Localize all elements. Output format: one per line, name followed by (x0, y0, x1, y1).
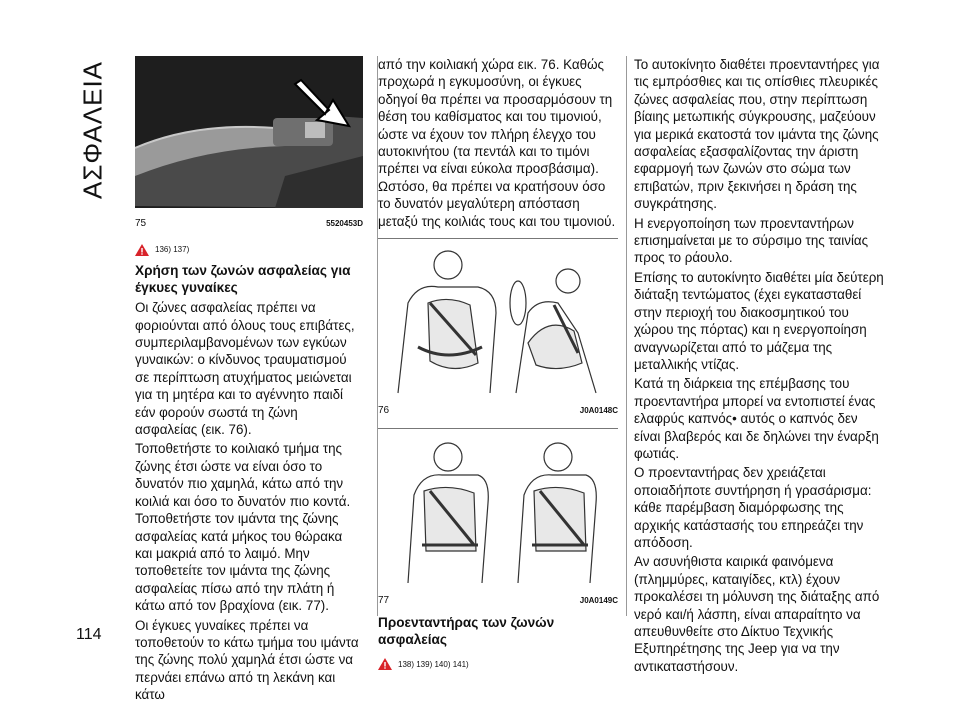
paragraph: Ο προενταντήρας δεν χρειάζεται οποιαδήποτε συντήρηση ή γρασάρισμα: κάθε παρέμβαση διαμόρφωσης της αρχικής κατάστασής του επηρεάζει την απόδοση. (634, 465, 872, 550)
seated-passengers-drawing (378, 433, 618, 585)
paragraph: Τοποθετήστε το κοιλιακό τμήμα της ζώνης έτσι ώστε να είναι όσο το δυνατόν πιο χαμηλά, κάτω από την κοιλιά και όσο το δυνατόν πιο κοντά. Τοποθετήστε τον ιμάντα της ζώνης ασφαλείας κατά μήκος του θώρακα και μακριά από το λαιμό. Μην τοποθετείτε τον ιμάντα της ζώνης ασφαλείας πίσω από την πλάτη ή κάτω από τον βραχίονα (εικ. 77). (135, 441, 351, 614)
section-title: ΑΣΦΑΛΕΙΑ (77, 60, 108, 200)
divider (378, 238, 618, 239)
warning-ref-text: 138) 139) 140) 141) (398, 659, 469, 669)
paragraph: Κατά τη διάρκεια της επέμβασης του προενταντήρα μπορεί να εντοπιστεί ένας ελαφρύς καπνός• αυτός ο καπνός δεν είναι βλαβερός και δε δηλώνει την έναρξη φωτιάς. (634, 376, 879, 461)
figure-76 (378, 243, 618, 420)
paragraph: Επίσης το αυτοκίνητο διαθέτει μία δεύτερη διάταξη τεντώματος (έχει εγκατασταθεί στην περιοχή του διακοσμητικού του χώρου της πόρτας) και η ενεργοποίηση αναγνωρίζεται από το μάζεμα της μεταλλικής ντίζας. (634, 269, 884, 372)
divider (378, 428, 618, 429)
warning-refs (378, 656, 618, 673)
paragraph: Οι έγκυες γυναίκες πρέπει να τοποθετούν το κάτω τμήμα του ιμάντα της ζώνης πολύ χαμηλά έτσι ώστε να περνάει επάνω από τη λεκάνη και κάτω (135, 617, 359, 703)
figure-code: J0A0148C (579, 406, 618, 416)
pregnant-woman-belt-drawing (378, 243, 618, 395)
seatbelt-buckle-photo (135, 56, 363, 208)
figure-number: 76 (378, 405, 390, 417)
figure-code: J0A0149C (579, 596, 618, 606)
paragraph: Το αυτοκίνητο διαθέτει προενταντήρες για τις εμπρόσθιες και τις οπίσθιες πλευρικές ζώνες ασφαλείας που, στην περίπτωση βίαιης μετωπικής σύγκρουσης, μαζεύουν για μερικά εκατοστά τον ιμάντα της ζώνης ασφαλείας εξασφαλίζοντας την άριστη εφαρμογή των ζωνών στο σώμα των επιβατών, πριν ξεκινήσει η δράση της συγκράτησης. (634, 57, 880, 212)
warning-refs (135, 241, 363, 258)
warning-triangle-icon (135, 244, 149, 256)
page-number: 114 (76, 626, 102, 643)
figure-77 (378, 433, 618, 610)
heading-pregnant-women: Χρήση των ζωνών ασφαλείας για έγκυες γυναίκες (135, 263, 351, 296)
paragraph: Αν ασυνήθιστα καιρικά φαινόμενα (πλημμύρες, καταιγίδες, κτλ) έχουν προκαλέσει τη μόλυνση της διάταξης από νερό και/ή λάσπη, είναι απαραίτητο να απευθυνθείτε στο Δίκτυο Τεχνικής Εξυπηρέτησης της Jeep για να την αντικαταστήσουν. (634, 554, 880, 674)
warning-triangle-icon (378, 658, 392, 670)
figure-number: 77 (378, 595, 390, 607)
figure-number: 75 (135, 218, 147, 230)
column-2 (378, 56, 618, 677)
figure-75 (135, 56, 363, 233)
column-divider (626, 56, 627, 616)
heading-pretensioner: Προενταντήρας των ζωνών ασφαλείας (378, 614, 555, 647)
column-3 (634, 56, 884, 677)
paragraph: Οι ζώνες ασφαλείας πρέπει να φοριούνται από όλους τους επιβάτες, συμπεριλαμβανομένων των εγκύων γυναικών: ο κίνδυνος τραυματισμού σε περίπτωση ατυχήματος μειώνεται για τη μητέρα και το αγέννητο παιδί εάν φορούν σωστά τη ζώνη ασφαλείας (εικ. 76). (135, 300, 355, 438)
paragraph: Η ενεργοποίηση των προενταντήρων επισημαίνεται με το σύρσιμο της ταινίας προς το ράουλο. (634, 215, 869, 266)
paragraph: από την κοιλιακή χώρα εικ. 76. Καθώς προχωρά η εγκυμοσύνη, οι έγκυες οδηγοί θα πρέπει να προσαρμόσουν τη θέση του καθίσματος και του τιμονιού, ώστε να έχουν τον πλήρη έλεγχο του αυτοκινήτου (τα πεντάλ και το τιμόνι πρέπει να είναι εύκολα προσβάσιμα). Ωστόσο, θα πρέπει να κρατήσουν όσο το δυνατόν μεγαλύτερη απόσταση μεταξύ της κοιλιάς τους και του τιμονιού. (378, 57, 616, 229)
figure-code: 5520453D (326, 219, 363, 229)
column-1 (135, 56, 363, 706)
warning-ref-text: 136) 137) (155, 244, 190, 254)
